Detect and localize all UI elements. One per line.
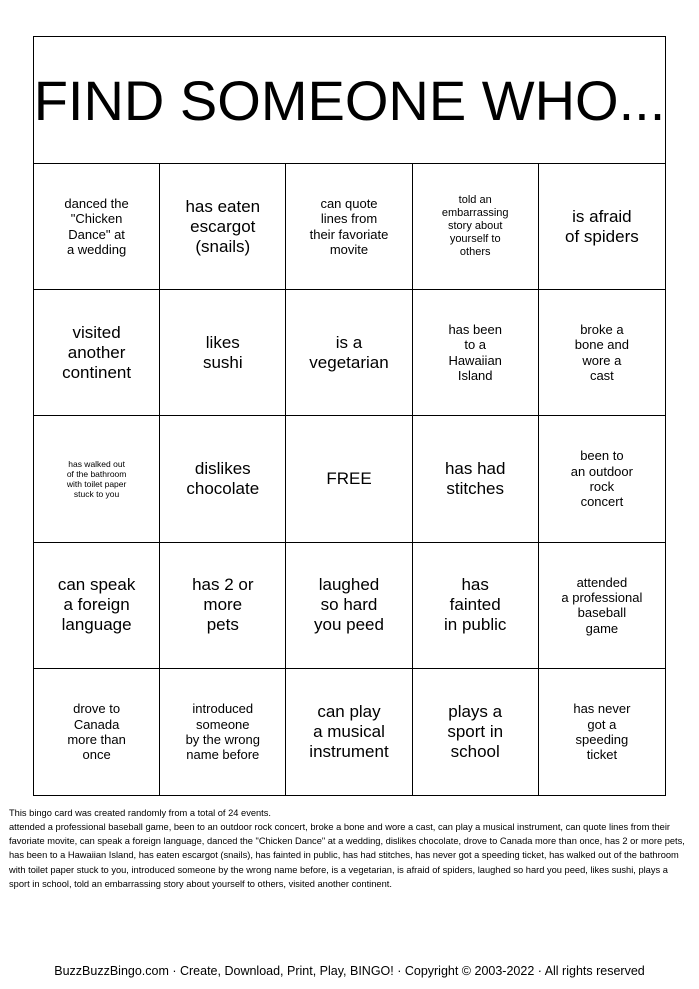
card-description [9, 806, 691, 891]
bingo-cell [160, 416, 286, 542]
bingo-cell [286, 164, 412, 290]
card-title: FIND SOMEONE WHO... [33, 68, 666, 132]
title-box [34, 37, 665, 164]
bingo-cell [539, 290, 665, 416]
cell-text: told an embarrassing story about yourself to others [441, 194, 509, 259]
cell-text: can play a musical instrument [309, 701, 389, 761]
bingo-cell [34, 416, 160, 542]
free-cell [286, 416, 412, 542]
bingo-cell [34, 164, 160, 290]
cell-text: has never got a speeding ticket [573, 701, 631, 763]
cell-text: likes sushi [202, 332, 243, 372]
bingo-cell [286, 669, 412, 795]
bingo-cell [286, 543, 412, 669]
cell-text: been to an outdoor rock concert [570, 448, 633, 510]
cell-text: is afraid of spiders [565, 206, 639, 246]
bingo-cell [160, 164, 286, 290]
bingo-cell [413, 543, 539, 669]
cell-text: is a vegetarian [309, 332, 389, 372]
cell-text: attended a professional baseball game [561, 574, 643, 636]
cell-text: danced the "Chicken Dance" at a wedding [64, 195, 129, 257]
description-events: attended a professional baseball game, been to an outdoor rock concert, broke a bone and wore a cast, can play a musical instrument, can quote lines from their favoriate movite, can speak a foreign language, danced the "Chicken Dance" at a wedding, dislikes chocolate, drove to Canada more than once, has 2 or more pets, has been to a Hawaiian Island, has eaten escargot (snails), has fainted in public, has had stitches, has never got a speeding ticket, has walked out of the bathroom with toilet paper stuck to you, introduced someone by the wrong name before, is a vegetarian, is afraid of spiders, laughed so hard you peed, likes sushi, plays a sport in school, told an embarrassing story about yourself to others, visited another continent. [9, 822, 685, 889]
bingo-cell [539, 543, 665, 669]
cell-text: has been to a Hawaiian Island [448, 322, 502, 384]
cell-text: drove to Canada more than once [67, 701, 126, 763]
bingo-cell [413, 416, 539, 542]
cell-text: has had stitches [444, 458, 506, 498]
cell-text: has eaten escargot (snails) [185, 196, 261, 256]
cell-text: dislikes chocolate [186, 458, 260, 498]
cell-text: can speak a foreign language [57, 575, 136, 635]
cell-text: has walked out of the bathroom with toilet paper stuck to you [66, 458, 127, 500]
cell-text: plays a sport in school [447, 701, 504, 761]
bingo-cell [34, 290, 160, 416]
cell-text: broke a bone and wore a cast [574, 322, 629, 384]
bingo-cell [160, 290, 286, 416]
cell-text: has fainted in public [444, 575, 507, 635]
bingo-cell [160, 543, 286, 669]
cell-text: visited another continent [62, 322, 132, 382]
bingo-grid [34, 164, 665, 795]
bingo-cell [34, 543, 160, 669]
bingo-cell [539, 416, 665, 542]
bingo-cell [160, 669, 286, 795]
cell-text: can quote lines from their favoriate movite [309, 195, 389, 257]
bingo-cell [413, 669, 539, 795]
bingo-cell [413, 290, 539, 416]
bingo-card [33, 36, 666, 796]
bingo-cell [34, 669, 160, 795]
bingo-cell [413, 164, 539, 290]
bingo-cell [539, 164, 665, 290]
bingo-cell [286, 290, 412, 416]
footer-copyright: BuzzBuzzBingo.com · Create, Download, Print, Play, BINGO! · Copyright © 2003-2022 · All rights reserved [54, 964, 645, 978]
bingo-cell [539, 669, 665, 795]
cell-text: FREE [326, 468, 372, 488]
cell-text: has 2 or more pets [192, 575, 254, 635]
cell-text: introduced someone by the wrong name before [185, 701, 260, 763]
description-summary: This bingo card was created randomly from a total of 24 events. [9, 808, 271, 818]
cell-text: laughed so hard you peed [314, 575, 384, 635]
